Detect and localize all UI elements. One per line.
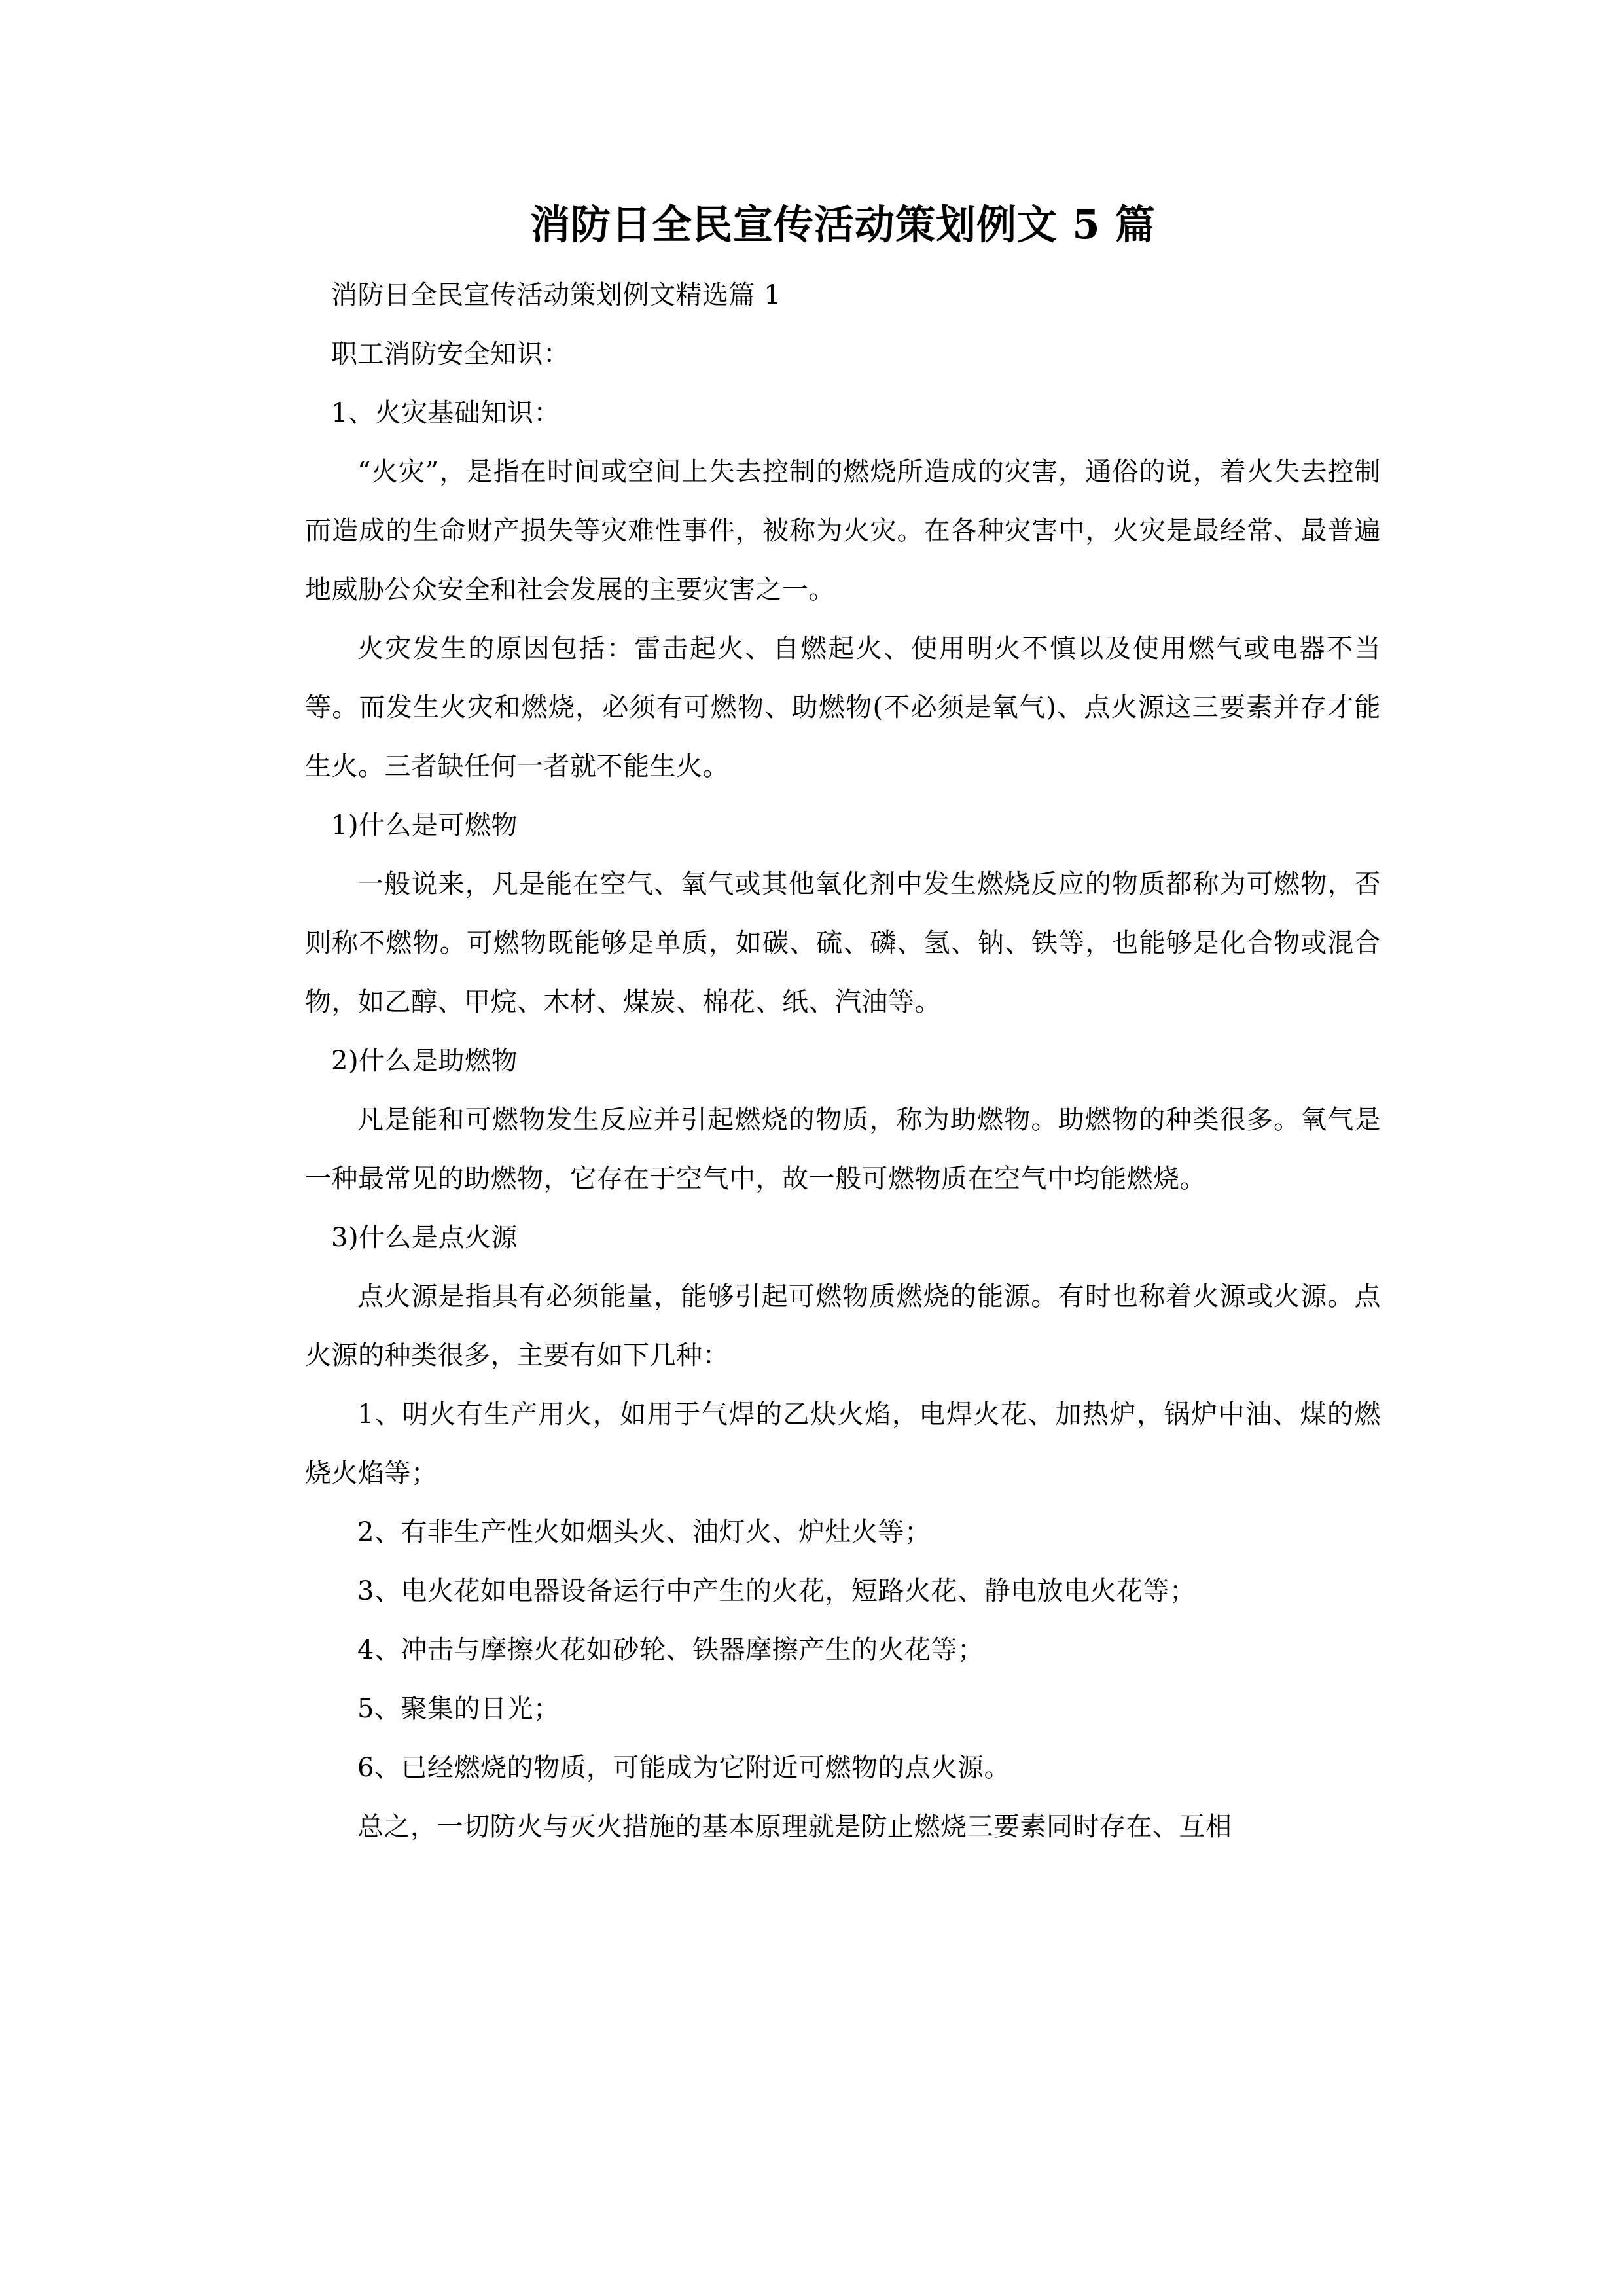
paragraph-sub-1-heading: 1)什么是可燃物 (331, 810, 518, 841)
paragraph-sub-3-heading: 3)什么是点火源 (331, 1223, 518, 1253)
paragraph-fire-definition: “火灾”，是指在时间或空间上失去控制的燃烧所造成的灾害，通俗的说，着火失去控制而造成的生命财产损失等灾难性事件，被称为火灾。在各种灾害中，火灾是最经常、最普遍地威胁公众安全和社会发展的主要灾害之一。 (305, 457, 1381, 605)
document-body (305, 266, 1381, 1856)
list-item-4: 4、冲击与摩擦火花如砂轮、铁器摩擦产生的火花等； (357, 1635, 984, 1666)
paragraph-section-1-heading: 1、火灾基础知识： (331, 398, 560, 429)
paragraph-summary: 总之，一切防火与灭火措施的基本原理就是防止燃烧三要素同时存在、互相 (357, 1812, 1232, 1842)
page-title: 消防日全民宣传活动策划例文 5 篇 (530, 202, 1156, 248)
paragraph-fire-causes: 火灾发生的原因包括：雷击起火、自燃起火、使用明火不慎以及使用燃气或电器不当等。而发生火灾和燃烧，必须有可燃物、助燃物(不必须是氧气)、点火源这三要素并存才能生火。三者缺任何一者就不能生火。 (305, 634, 1381, 782)
list-item-6: 6、已经燃烧的物质，可能成为它附近可燃物的点火源。 (357, 1753, 1010, 1784)
paragraph-ignition-source: 点火源是指具有必须能量，能够引起可燃物质燃烧的能源。有时也称着火源或火源。点火源的种类很多，主要有如下几种： (305, 1282, 1381, 1371)
paragraph-oxidizer: 凡是能和可燃物发生反应并引起燃烧的物质，称为助燃物。助燃物的种类很多。氧气是一种最常见的助燃物，它存在于空气中，故一般可燃物质在空气中均能燃烧。 (305, 1105, 1381, 1194)
paragraph-subtitle: 消防日全民宣传活动策划例文精选篇 1 (331, 280, 781, 311)
list-item-2: 2、有非生产性火如烟头火、油灯火、炉灶火等； (357, 1517, 931, 1548)
list-item-3: 3、电火花如电器设备运行中产生的火花，短路火花、静电放电火花等； (357, 1576, 1196, 1607)
list-item-5: 5、聚集的日光； (357, 1694, 560, 1725)
paragraph-sub-2-heading: 2)什么是助燃物 (331, 1046, 518, 1077)
paragraph-combustible: 一般说来，凡是能在空气、氧气或其他氧化剂中发生燃烧反应的物质都称为可燃物，否则称不燃物。可燃物既能够是单质，如碳、硫、磷、氢、钠、铁等，也能够是化合物或混合物，如乙醇、甲烷、木材、煤炭、棉花、纸、汽油等。 (305, 869, 1381, 1018)
list-item-1: 1、明火有生产用火，如用于气焊的乙炔火焰，电焊火花、加热炉，锅炉中油、煤的燃烧火焰等； (305, 1399, 1381, 1489)
paragraph-heading-worker-knowledge: 职工消防安全知识： (331, 339, 570, 370)
